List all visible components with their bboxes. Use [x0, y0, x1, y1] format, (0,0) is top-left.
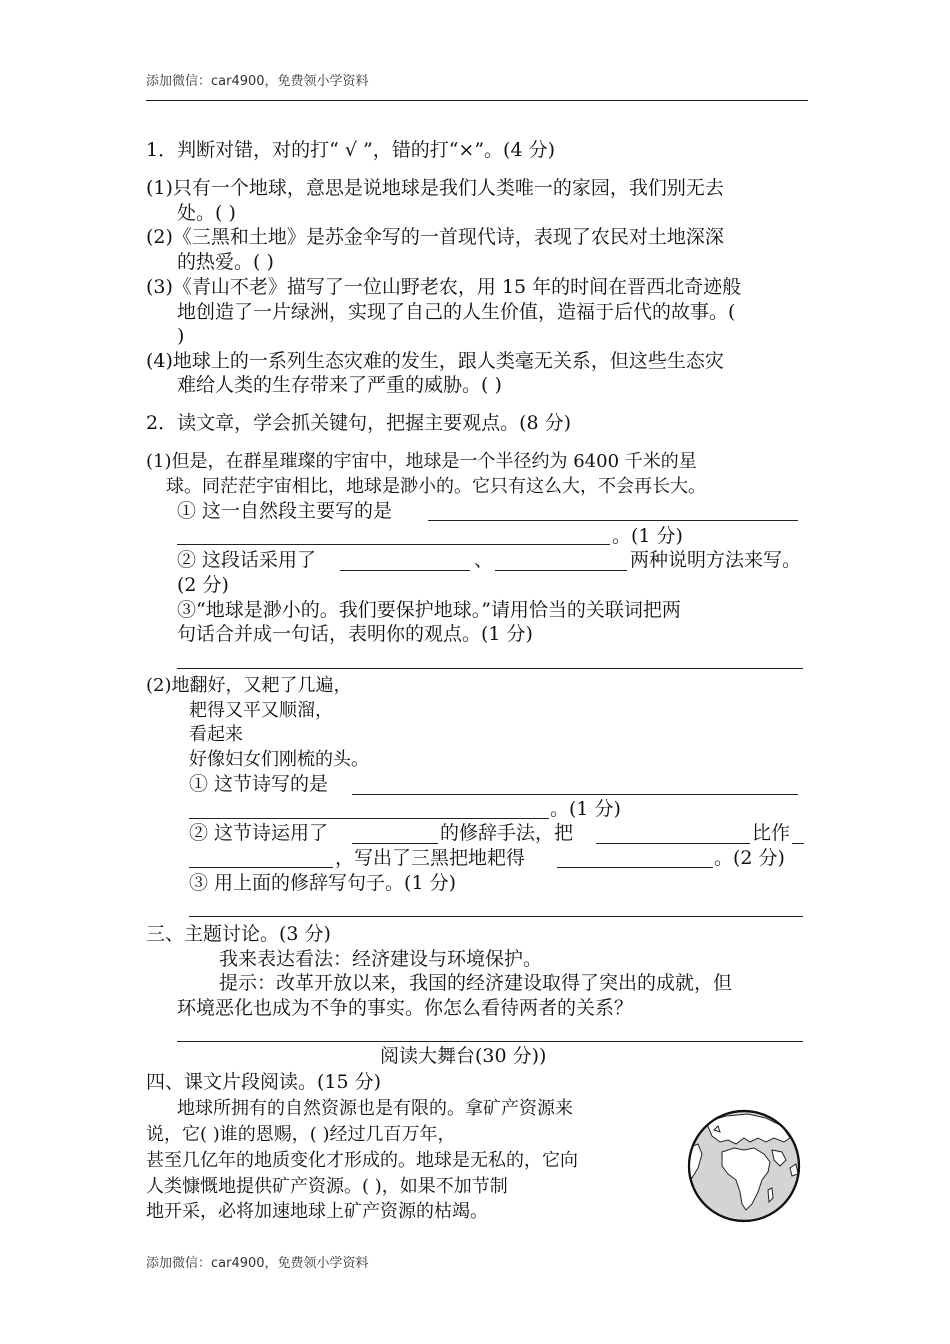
q1-item1-line2: 处。( ) — [177, 202, 236, 224]
q4-line3: 甚至几亿年的地质变化才形成的。地球是无私的，它向 — [146, 1150, 578, 1171]
q1-title: 1．判断对错，对的打“ √ ”，错的打“×”。(4 分) — [146, 139, 556, 161]
q2-sub1-score: 。(1 分) — [612, 525, 683, 547]
answer-line[interactable] — [189, 916, 803, 917]
answer-line[interactable] — [177, 544, 610, 545]
q2-poem-sub1-score: 。(1 分) — [550, 798, 621, 820]
q3-line1: 我来表达看法：经济建设与环境保护。 — [219, 948, 543, 970]
page-footer: 添加微信：car4900，免费领小学资料 — [146, 1256, 369, 1271]
q1-item4-line1: (4)地球上的一系列生态灾难的发生，跟人类毫无关系，但这些生态灾 — [146, 350, 724, 372]
answer-line[interactable] — [177, 1041, 803, 1042]
answer-line[interactable] — [557, 867, 713, 868]
section-banner: 阅读大舞台(30 分)) — [380, 1045, 547, 1067]
answer-line[interactable] — [352, 843, 438, 844]
q4-line4: 人类慷慨地提供矿产资源。( )，如果不加节制 — [146, 1176, 508, 1197]
q1-item3-line1: (3)《青山不老》描写了一位山野老农，用 15 年的时间在晋西北奇迹般 — [146, 276, 742, 298]
q3-line3: 环境恶化也成为不争的事实。你怎么看待两者的关系？ — [177, 997, 634, 1019]
q4-line1: 地球所拥有的自然资源也是有限的。拿矿产资源来 — [177, 1098, 573, 1119]
q2-poem-line4: 好像妇女们刚梳的头。 — [189, 749, 369, 770]
q2-poem-sub1-prompt: ① 这节诗写的是 — [189, 773, 329, 795]
answer-line[interactable] — [189, 867, 333, 868]
answer-line[interactable] — [352, 794, 798, 795]
q1-item2-line1: (2)《三黑和土地》是苏金伞写的一首现代诗，表现了农民对土地深深 — [146, 226, 724, 248]
q2-sub2-tail: 两种说明方法来写。 — [630, 549, 802, 571]
q2-poem-line2: 耙得又平又顺溜， — [189, 700, 333, 721]
q2-poem-sub3: ③ 用上面的修辞写句子。(1 分) — [189, 872, 456, 894]
q2-sub1-prompt: ① 这一自然段主要写的是 — [177, 500, 393, 522]
q4-title: 四、课文片段阅读。(15 分) — [146, 1071, 382, 1093]
globe-icon — [686, 1108, 802, 1224]
answer-line[interactable] — [340, 570, 470, 571]
q1-item2-line2: 的热爱。( ) — [177, 251, 274, 273]
q2-poem-line1: (2)地翻好，又耙了几遍， — [146, 675, 352, 696]
answer-line[interactable] — [495, 570, 627, 571]
answer-line[interactable] — [177, 668, 803, 669]
q2-poem-sub2-mid: 的修辞手法，把 — [440, 822, 574, 844]
q4-line5: 地开采，必将加速地球上矿产资源的枯竭。 — [146, 1201, 488, 1222]
q1-item1-line1: (1)只有一个地球，意思是说地球是我们人类唯一的家园，我们别无去 — [146, 177, 724, 199]
q2-poem-sub2-result: ，写出了三黑把地耙得 — [335, 847, 526, 869]
q2-poem-sub2-score: 。(2 分) — [714, 847, 785, 869]
q2-poem-sub2-prompt: ② 这节诗运用了 — [189, 822, 329, 844]
answer-line[interactable] — [596, 843, 750, 844]
q2-sub3-line1: ③“地球是渺小的。我们要保护地球。”请用恰当的关联词把两 — [177, 599, 681, 621]
q2-passage1-line1: (1)但是，在群星璀璨的宇宙中，地球是一个半径约为 6400 千米的星 — [146, 451, 697, 472]
q1-item4-line2: 难给人类的生存带来了严重的威胁。( ) — [177, 374, 502, 396]
q3-line2: 提示：改革开放以来，我国的经济建设取得了突出的成就，但 — [219, 972, 733, 994]
q2-sub2-score: (2 分) — [177, 574, 229, 596]
page-header: 添加微信：car4900，免费领小学资料 — [146, 74, 369, 89]
q3-title: 三、主题讨论。(3 分) — [146, 923, 331, 945]
q2-sub2-sep: 、 — [474, 549, 494, 571]
q1-item3-line3: ) — [177, 325, 185, 347]
q2-poem-line3: 看起来 — [189, 724, 243, 745]
answer-line[interactable] — [428, 520, 798, 521]
q1-item3-line2: 地创造了一片绿洲，实现了自己的人生价值，造福于后代的故事。( — [177, 301, 736, 323]
q2-poem-sub2-compare: 比作 — [752, 822, 791, 844]
answer-line[interactable] — [792, 843, 804, 844]
header-rule — [146, 100, 808, 101]
q4-line2: 说，它( )谁的恩赐，( )经过几百万年， — [146, 1124, 456, 1145]
q2-passage1-line2: 球。同茫茫宇宙相比，地球是渺小的。它只有这么大，不会再长大。 — [166, 476, 706, 497]
q2-sub2-prompt: ② 这段话采用了 — [177, 549, 317, 571]
answer-line[interactable] — [189, 818, 549, 819]
q2-title: 2．读文章，学会抓关键句，把握主要观点。(8 分) — [146, 412, 572, 434]
q2-sub3-line2: 句话合并成一句话，表明你的观点。(1 分) — [177, 623, 533, 645]
